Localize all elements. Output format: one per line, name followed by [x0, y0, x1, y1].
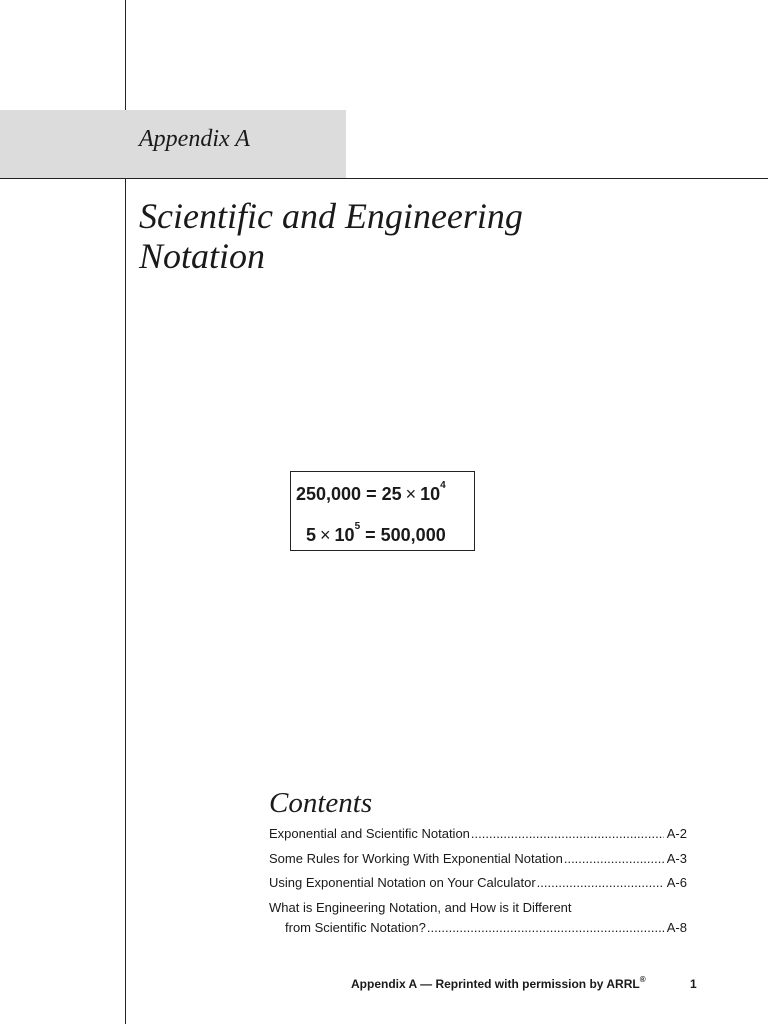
- toc-item[interactable]: [269, 900, 687, 940]
- toc-leader: [471, 826, 664, 841]
- toc-item-label: Using Exponential Notation on Your Calculator: [269, 875, 536, 890]
- toc-item[interactable]: [269, 875, 687, 895]
- formula-2-right: = 500,000: [365, 525, 446, 545]
- toc-leader: [564, 851, 664, 866]
- toc-item-page: A-6: [666, 875, 687, 890]
- toc-leader: [427, 920, 664, 935]
- contents-heading: Contents: [269, 787, 373, 819]
- formula-line-2: [306, 521, 446, 546]
- formula-1-left: 250,000 = 25: [296, 484, 402, 504]
- toc-item-second-line: [269, 920, 687, 940]
- formula-1-base: 10: [420, 484, 441, 504]
- toc-item-page: A-2: [666, 826, 687, 841]
- table-of-contents: [269, 826, 687, 944]
- page-title-line-2: Notation: [139, 236, 266, 276]
- formula-2-times: ×: [320, 525, 331, 545]
- toc-item-page: A-8: [666, 919, 687, 935]
- formula-box: [290, 471, 475, 551]
- page-number: 1: [690, 977, 697, 991]
- toc-leader: [537, 875, 664, 890]
- footer-text: Appendix A — Reprinted with permission by ARRL: [351, 977, 640, 991]
- toc-item-label-line-2: from Scientific Notation?: [285, 919, 426, 935]
- toc-item[interactable]: [269, 851, 687, 871]
- formula-1-exponent: 4: [440, 480, 446, 491]
- toc-item-page: A-3: [666, 850, 687, 866]
- formula-2-base: 10: [334, 525, 355, 545]
- toc-item-label-line-1: What is Engineering Notation, and How is it Different: [269, 899, 572, 915]
- toc-item-label: Some Rules for Working With Exponential Notation: [269, 850, 563, 866]
- registered-mark: ®: [639, 975, 646, 984]
- toc-item[interactable]: [269, 826, 687, 846]
- page-title: [139, 196, 699, 276]
- toc-item-label: Exponential and Scientific Notation: [269, 826, 470, 841]
- page-title-line-1: Scientific and Engineering: [139, 196, 523, 236]
- formula-1-times: ×: [405, 484, 417, 504]
- horizontal-rule: [0, 178, 768, 179]
- appendix-label: Appendix A: [139, 126, 250, 152]
- formula-2-coeff: 5: [306, 525, 317, 545]
- formula-2-exponent: 5: [354, 521, 361, 532]
- formula-line-1: [296, 480, 446, 505]
- footer-credit: [351, 977, 646, 991]
